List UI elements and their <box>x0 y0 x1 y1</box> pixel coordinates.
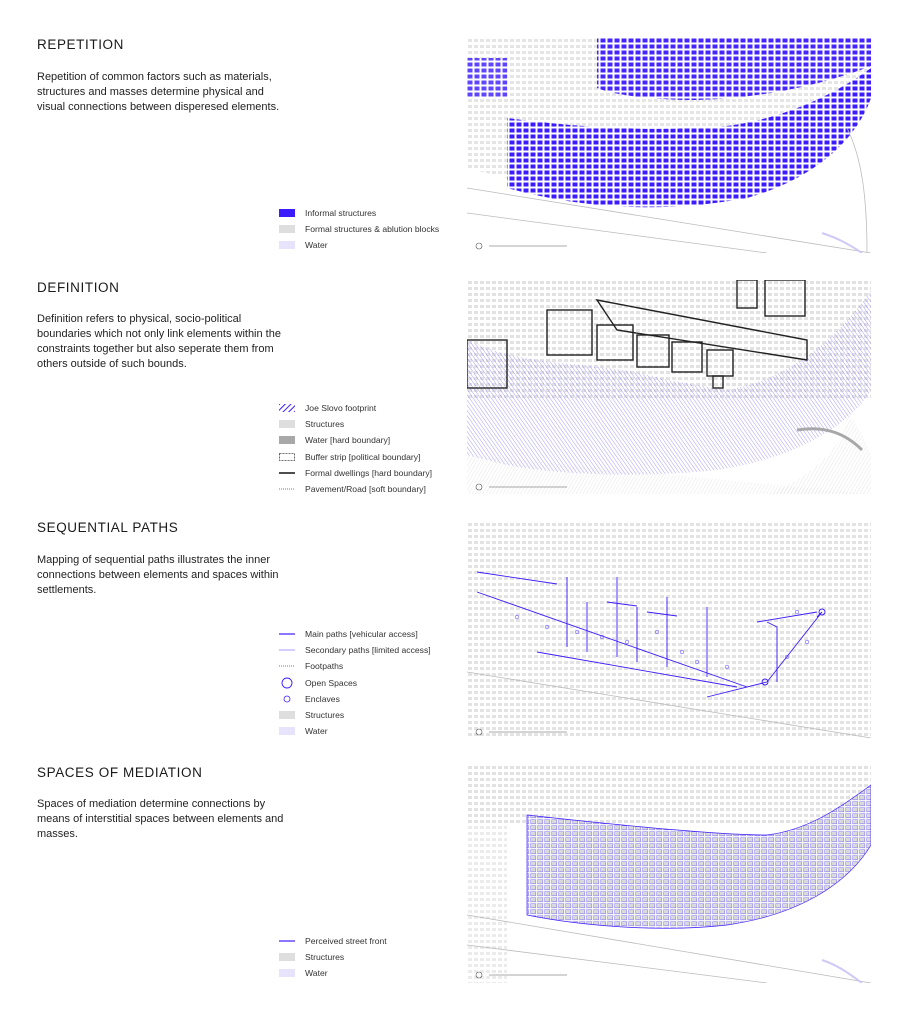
legend-item: Structures <box>279 949 387 965</box>
water-fill-icon <box>279 968 295 978</box>
section-description: Mapping of sequential paths illustrates the inner connections between elements and spaces within settlements. <box>37 554 279 596</box>
section-sequential-paths <box>0 500 910 745</box>
legend-item: Buffer strip [political boundary] <box>279 449 432 465</box>
informal-fill-icon <box>279 208 295 218</box>
legend-item: Water [hard boundary] <box>279 432 432 448</box>
water-fill-icon <box>279 726 295 736</box>
legend-item: Joe Slovo footprint <box>279 400 432 416</box>
blue-line-icon <box>279 936 295 946</box>
enclave-circle-icon <box>279 694 295 704</box>
section-title: REPETITION <box>37 37 125 52</box>
section-definition <box>0 260 910 500</box>
site-map-sequential-paths <box>467 522 871 738</box>
buffer-box-icon <box>279 452 295 462</box>
legend-item: Enclaves <box>279 691 431 707</box>
legend-item: Structures <box>279 707 431 723</box>
water-fill-icon <box>279 240 295 250</box>
map-legend <box>279 626 431 739</box>
legend-item: Formal dwellings [hard boundary] <box>279 465 432 481</box>
site-map-spaces-of-mediation <box>467 765 871 983</box>
legend-item: Open Spaces <box>279 675 431 691</box>
legend-item: Structures <box>279 416 432 432</box>
grey-fill-icon <box>279 952 295 962</box>
hatch-icon <box>279 403 295 413</box>
dark-grey-fill-icon <box>279 435 295 445</box>
legend-item: Secondary paths [limited access] <box>279 642 431 658</box>
map-legend <box>279 205 439 254</box>
section-description: Spaces of mediation determine connections by means of interstitial spaces between elements and masses. <box>37 798 284 840</box>
legend-item: Footpaths <box>279 658 431 674</box>
site-map-repetition <box>467 38 871 253</box>
legend-item: Pavement/Road [soft boundary] <box>279 481 432 497</box>
section-title: DEFINITION <box>37 280 120 295</box>
map-legend <box>279 933 387 982</box>
legend-item: Water <box>279 965 387 981</box>
site-map-definition <box>467 280 871 494</box>
legend-item: Water <box>279 723 431 739</box>
map-legend <box>279 400 432 497</box>
section-title: SEQUENTIAL PATHS <box>37 520 179 535</box>
grey-fill-icon <box>279 419 295 429</box>
blue-line-icon <box>279 629 295 639</box>
legend-item: Water <box>279 237 439 253</box>
section-title: SPACES OF MEDIATION <box>37 765 203 780</box>
dotted-line-icon <box>279 484 295 494</box>
grey-fill-icon <box>279 224 295 234</box>
section-description: Repetition of common factors such as materials, structures and masses determine physical and visual connections between disperesed elements. <box>37 71 280 113</box>
grey-fill-icon <box>279 710 295 720</box>
thin-blue-line-icon <box>279 645 295 655</box>
section-repetition <box>0 0 910 260</box>
legend-item: Perceived street front <box>279 933 387 949</box>
section-spaces-of-mediation <box>0 745 910 1023</box>
legend-item: Formal structures & ablution blocks <box>279 221 439 237</box>
section-description: Definition refers to physical, socio-political boundaries which not only link elements within the constraints together but also seperate them from others outside of such bounds. <box>37 313 281 370</box>
open-space-circle-icon <box>279 678 295 688</box>
dotted-line-icon <box>279 661 295 671</box>
legend-item: Main paths [vehicular access] <box>279 626 431 642</box>
thick-line-icon <box>279 468 295 478</box>
legend-item: Informal structures <box>279 205 439 221</box>
